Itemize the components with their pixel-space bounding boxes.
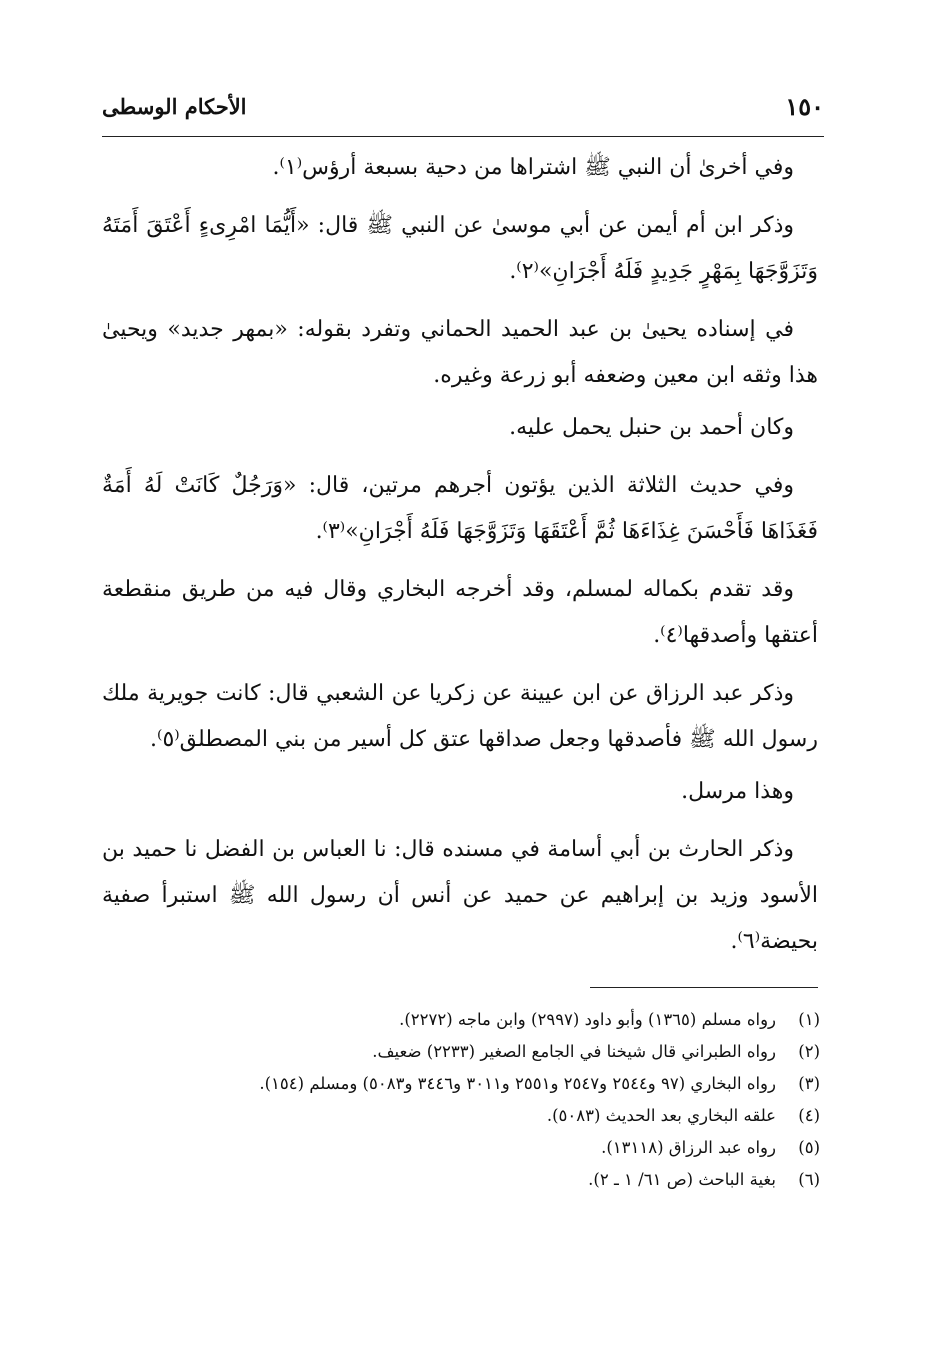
footnote xyxy=(102,1164,820,1196)
paragraph: وهذا مرسل. xyxy=(681,779,794,804)
footnote-number: (١) xyxy=(798,1010,820,1029)
footnotes xyxy=(102,1004,820,1196)
footnote-divider xyxy=(590,987,818,988)
paragraph: وفي حديث الثلاثة الذين يؤتون أجرهم مرتين، قال: «وَرَجُلٌ كَانَتْ لَهُ أَمَةٌ فَغَذَاهَا فَأَحْسَنَ غِذَاءَهَا ثُمَّ أَعْتَقَهَا وَتَزَوَّجَهَا فَلَهُ أَجْرَانِ»⁽٣⁾. xyxy=(102,473,818,544)
header-divider xyxy=(102,136,824,137)
footnote-number: (٢) xyxy=(798,1042,820,1061)
footnote-number: (٦) xyxy=(798,1170,820,1189)
paragraph: وذكر الحارث بن أبي أسامة في مسنده قال: نا العباس بن الفضل نا حميد بن الأسود وزيد بن إبراهيم عن حميد عن أنس أن رسول الله ﷺ استبرأ صفية بحيضة⁽٦⁾. xyxy=(102,837,818,954)
footnote-text: علقه البخاري بعد الحديث (٥٠٨٣). xyxy=(546,1106,776,1125)
running-title: الأحكام الوسطى xyxy=(102,94,247,119)
footnote-text: رواه عبد الرزاق (١٣١١٨). xyxy=(601,1138,776,1157)
paragraph: في إسناده يحيىٰ بن عبد الحميد الحماني وتفرد بقوله: «بمهر جديد» ويحيىٰ هذا وثقه ابن معين وضعفه أبو زرعة وغيره. xyxy=(102,317,818,388)
page-header xyxy=(102,88,824,128)
footnote-text: رواه البخاري (٩٧ و٢٥٤٤ و٢٥٤٧ و٢٥٥١ و٣٠١١ و٣٤٤٦ و٥٠٨٣) ومسلم (١٥٤). xyxy=(259,1074,776,1093)
paragraph: وقد تقدم بكماله لمسلم، وقد أخرجه البخاري وقال فيه من طريق منقطعة أعتقها وأصدقها⁽٤⁾. xyxy=(102,577,818,648)
footnote-number: (٣) xyxy=(798,1074,820,1093)
footnote-text: رواه مسلم (١٣٦٥) وأبو داود (٢٩٩٧) وابن ماجه (٢٢٧٢). xyxy=(399,1010,776,1029)
paragraph: وذكر عبد الرزاق عن ابن عيينة عن زكريا عن الشعبي قال: كانت جويرية ملك رسول الله ﷺ فأصدقها وجعل صداقها عتق كل أسير من بني المصطلق⁽٥⁾. xyxy=(102,681,818,752)
footnote-number: (٥) xyxy=(798,1138,820,1157)
footnote xyxy=(102,1004,820,1036)
footnote-text: بغية الباحث (ص ٦١/ ١ ـ ٢). xyxy=(588,1170,776,1189)
footnote xyxy=(102,1100,820,1132)
footnote xyxy=(102,1132,820,1164)
page-number: ١٥٠ xyxy=(785,92,824,121)
main-text xyxy=(102,145,818,971)
footnote-text: رواه الطبراني قال شيخنا في الجامع الصغير (٢٢٣٣) ضعيف. xyxy=(372,1042,776,1061)
footnote xyxy=(102,1036,820,1068)
paragraph: وفي أخرىٰ أن النبي ﷺ اشتراها من دحية بسبعة أرؤس⁽١⁾. xyxy=(272,155,794,180)
footnote-number: (٤) xyxy=(798,1106,820,1125)
paragraph: وذكر ابن أم أيمن عن أبي موسىٰ عن النبي ﷺ قال: «أَيُّمَا امْرِىءٍ أَعْتَقَ أَمَتَهُ وَتَزَوَّجَهَا بِمَهْرٍ جَدِيدٍ فَلَهُ أَجْرَانِ»⁽٢⁾. xyxy=(102,213,818,284)
footnote xyxy=(102,1068,820,1100)
paragraph: وكان أحمد بن حنبل يحمل عليه. xyxy=(509,415,794,440)
